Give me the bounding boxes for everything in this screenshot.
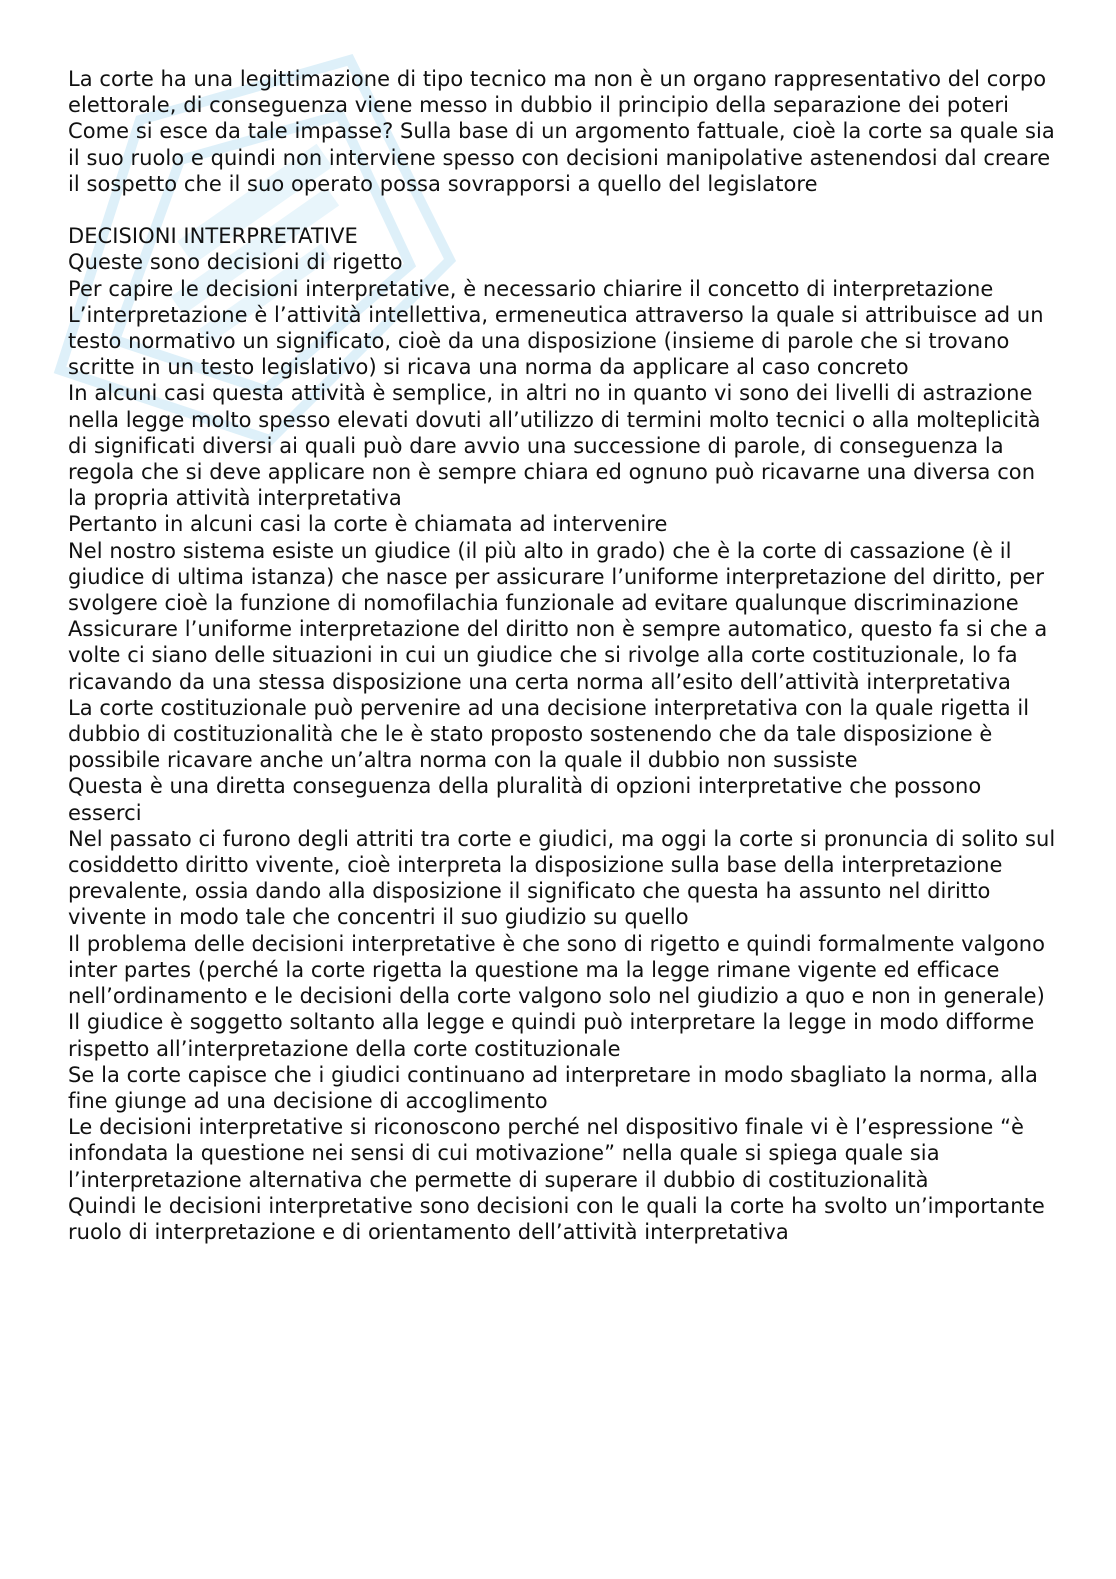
intro-paragraph: La corte ha una legittimazione di tipo tecnico ma non è un organo rappresentativo del corpo elettorale, di conseguenza viene messo in dubbio il principio della separazione dei poteri xyxy=(68,67,1047,118)
body-paragraph: Il giudice è soggetto soltanto alla legge e quindi può interpretare la legge in modo difforme rispetto all’interpretazione della corte costituzionale xyxy=(68,1010,1035,1061)
body-paragraph: Nel passato ci furono degli attriti tra corte e giudici, ma oggi la corte si pronuncia di solito sul cosiddetto diritto vivente, cioè interpreta la disposizione sulla base della interpretazione prevalente, ossia dando alla disposizione il significato che questa ha assunto nel diritto vivente in modo tale che concentri il suo giudizio su quello xyxy=(68,826,1056,930)
section-title: DECISIONI INTERPRETATIVE xyxy=(68,224,358,249)
body-paragraph: Quindi le decisioni interpretative sono decisioni con le quali la corte ha svolto un’importante ruolo di interpretazione e di orientamento dell’attività interpretativa xyxy=(68,1193,1045,1244)
document-body xyxy=(68,66,1058,1245)
body-paragraph: Per capire le decisioni interpretative, è necessario chiarire il concetto di interpretazione xyxy=(68,276,994,301)
body-paragraph: Assicurare l’uniforme interpretazione del diritto non è sempre automatico, questo fa si che a volte ci siano delle situazioni in cui un giudice che si rivolge alla corte costituzionale, lo fa ricavando da una stessa disposizione una certa norma all’esito dell’attività interpretativa xyxy=(68,617,1048,694)
body-paragraph: Pertanto in alcuni casi la corte è chiamata ad intervenire xyxy=(68,512,668,537)
body-paragraph: Se la corte capisce che i giudici continuano ad interpretare in modo sbagliato la norma, alla fine giunge ad una decisione di accoglimento xyxy=(68,1062,1038,1113)
body-paragraph: La corte costituzionale può pervenire ad una decisione interpretativa con la quale rigetta il dubbio di costituzionalità che le è stato proposto sostenendo che da tale disposizione è possibile ricavare anche un’altra norma con la quale il dubbio non sussiste xyxy=(68,695,1030,773)
body-paragraph: Nel nostro sistema esiste un giudice (il più alto in grado) che è la corte di cassazione (è il giudice di ultima istanza) che nasce per assicurare l’uniforme interpretazione del diritto, per svolgere cioè la funzione di nomofilachia funzionale ad evitare qualunque discriminazione xyxy=(68,538,1045,616)
body-paragraph: Queste sono decisioni di rigetto xyxy=(68,250,403,275)
body-paragraph: Il problema delle decisioni interpretative è che sono di rigetto e quindi formalmente valgono inter partes (perché la corte rigetta la questione ma la legge rimane vigente ed efficace nell’ordinamento e le decisioni della corte valgono solo nel giudizio a quo e non in generale) xyxy=(68,931,1046,1009)
body-paragraph: Questa è una diretta conseguenza della pluralità di opzioni interpretative che possono esserci xyxy=(68,774,982,825)
body-paragraph: In alcuni casi questa attività è semplice, in altri no in quanto vi sono dei livelli di astrazione nella legge molto spesso elevati dovuti all’utilizzo di termini molto tecnici o alla molteplicità di significati diversi ai quali può dare avvio una successione di parole, di conseguenza la regola che si deve applicare non è sempre chiara ed ognuno può ricavarne una diversa con la propria attività interpretativa xyxy=(68,381,1041,511)
body-paragraph: L’interpretazione è l’attività intellettiva, ermeneutica attraverso la quale si attribuisce ad un testo normativo un significato, cioè da una disposizione (insieme di parole che si trovano scritte in un testo legislativo) si ricava una norma da applicare al caso concreto xyxy=(68,302,1044,380)
intro-paragraph: Come si esce da tale impasse? Sulla base di un argomento fattuale, cioè la corte sa quale sia il suo ruolo e quindi non interviene spesso con decisioni manipolative astenendosi dal creare il sospetto che il suo operato possa sovrapporsi a quello del legislatore xyxy=(68,119,1055,196)
body-paragraph: Le decisioni interpretative si riconoscono perché nel dispositivo finale vi è l’espressione “è infondata la questione nei sensi di cui motivazione” nella quale si spiega quale sia l’interpretazione alternativa che permette di superare il dubbio di costituzionalità xyxy=(68,1115,1025,1192)
paragraph-spacer xyxy=(68,197,1058,223)
